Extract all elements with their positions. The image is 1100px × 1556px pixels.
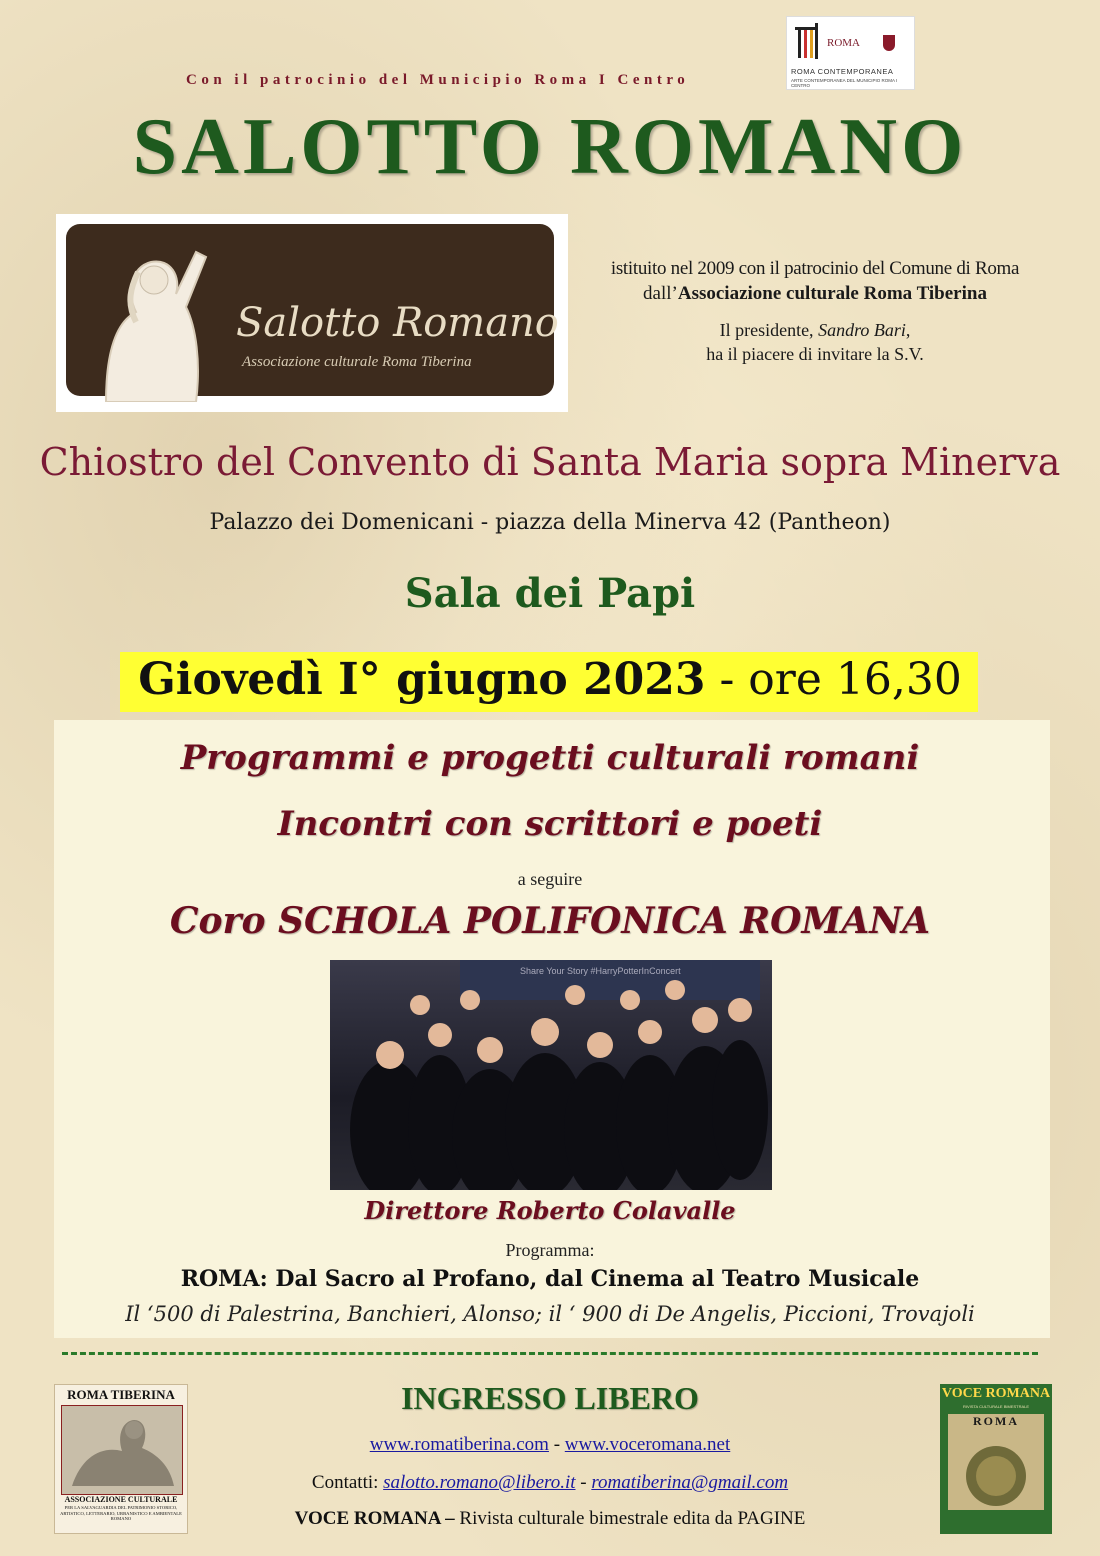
stage-screen-text: Share Your Story #HarryPotterInConcert	[520, 966, 681, 976]
free-entry: INGRESSO LIBERO	[401, 1380, 699, 1416]
voceromana-link[interactable]: www.voceromana.net	[564, 1434, 731, 1455]
association-prefix: dall’	[643, 283, 678, 304]
president-line	[570, 320, 1060, 341]
magazine-cover-icon	[948, 1414, 1044, 1518]
romatiberina-link[interactable]: www.romatiberina.com	[369, 1434, 549, 1455]
roma-tiberina-title: ROMA TIBERINA	[67, 1387, 175, 1402]
roma-contemporanea-label: ROMA CONTEMPORANEA	[791, 67, 894, 76]
program-title: ROMA: Dal Sacro al Profano, dal Cinema al Teatro Musicale	[180, 1266, 920, 1292]
hall-name: Sala dei Papi	[404, 570, 696, 617]
magazine-description: Rivista culturale bimestrale edita da PAGINE	[454, 1508, 806, 1529]
president-suffix: ,	[905, 320, 911, 340]
roma-label: ROMA	[827, 37, 861, 49]
lady-figure-icon	[86, 232, 236, 402]
president-prefix: Il presidente,	[719, 320, 819, 340]
salotto-romano-name: Salotto Romano	[236, 300, 559, 346]
venue-address: Palazzo dei Domenicani - piazza della Minerva 42 (Pantheon)	[209, 510, 891, 535]
email-romatiberina-link[interactable]: romatiberina@gmail.com	[591, 1472, 789, 1493]
event-date-day: Giovedì I° giugno 2023	[138, 654, 706, 705]
choir-photo	[330, 960, 772, 1190]
choir-director: Direttore Roberto Colavalle	[364, 1196, 736, 1225]
invite-line: ha il piacere di invitare la S.V.	[706, 344, 924, 364]
roma-tiberina-association: ASSOCIAZIONE CULTURALE	[64, 1495, 178, 1504]
founded-line: istituito nel 2009 con il patrocinio del Comune di Roma	[610, 258, 1020, 279]
contacts-label: Contatti:	[311, 1472, 384, 1493]
links-separator: -	[548, 1434, 565, 1455]
voce-romana-subtitle: RIVISTA CULTURALE BIMESTRALE	[962, 1404, 1030, 1409]
email-separator: -	[575, 1472, 592, 1493]
roma-contemporanea-logo	[786, 16, 915, 90]
magazine-line	[0, 1508, 1100, 1530]
contacts-line	[0, 1472, 1100, 1494]
program-line-1: Programmi e progetti culturali romani	[180, 738, 920, 778]
choir-title: Coro SCHOLA POLIFONICA ROMANA	[169, 900, 931, 942]
patronage-line: Con il patrocinio del Municipio Roma I Centro	[186, 72, 690, 88]
roma-tiberina-mission: PER LA SALVAGUARDIA DEL PATRIMONIO STORICO, ARTISTICO, LETTERARIO, URBANISTICO E AMBIENTALE ROMANO	[60, 1505, 182, 1522]
dashed-divider	[62, 1352, 1038, 1355]
main-title: SALOTTO ROMANO	[132, 103, 968, 191]
salotto-romano-association: Associazione culturale Roma Tiberina	[242, 354, 472, 370]
choir-members-icon	[330, 960, 772, 1190]
association-name: Associazione culturale Roma Tiberina	[677, 283, 987, 304]
association-line	[570, 283, 1060, 305]
program-line-2: Incontri con scrittori e poeti	[277, 804, 823, 844]
president-name: Sandro Bari	[818, 320, 906, 340]
voce-romana-title: VOCE ROMANA	[941, 1386, 1051, 1401]
roma-contemporanea-icon	[795, 23, 821, 61]
event-date-separator: -	[705, 654, 749, 705]
follow-label: a seguire	[517, 869, 583, 889]
magazine-name: VOCE ROMANA –	[294, 1508, 455, 1529]
event-date	[0, 654, 1100, 705]
voce-romana-cover-title: ROMA	[973, 1414, 1019, 1428]
email-salotto-link[interactable]: salotto.romano@libero.it	[383, 1472, 576, 1493]
website-links	[0, 1434, 1100, 1456]
programma-label: Programma:	[505, 1240, 595, 1260]
roma-contemporanea-sublabel: ARTE CONTEMPORANEA DEL MUNICIPIO ROMA I CENTRO	[791, 78, 898, 88]
program-composers: Il ‘500 di Palestrina, Banchieri, Alonso; il ‘ 900 di De Angelis, Piccioni, Trovajoli	[125, 1302, 975, 1326]
roma-crest-icon	[883, 35, 895, 51]
venue-title: Chiostro del Convento di Santa Maria sopra Minerva	[39, 440, 1061, 484]
salotto-romano-logo	[56, 214, 568, 412]
event-time: ore 16,30	[748, 654, 962, 705]
